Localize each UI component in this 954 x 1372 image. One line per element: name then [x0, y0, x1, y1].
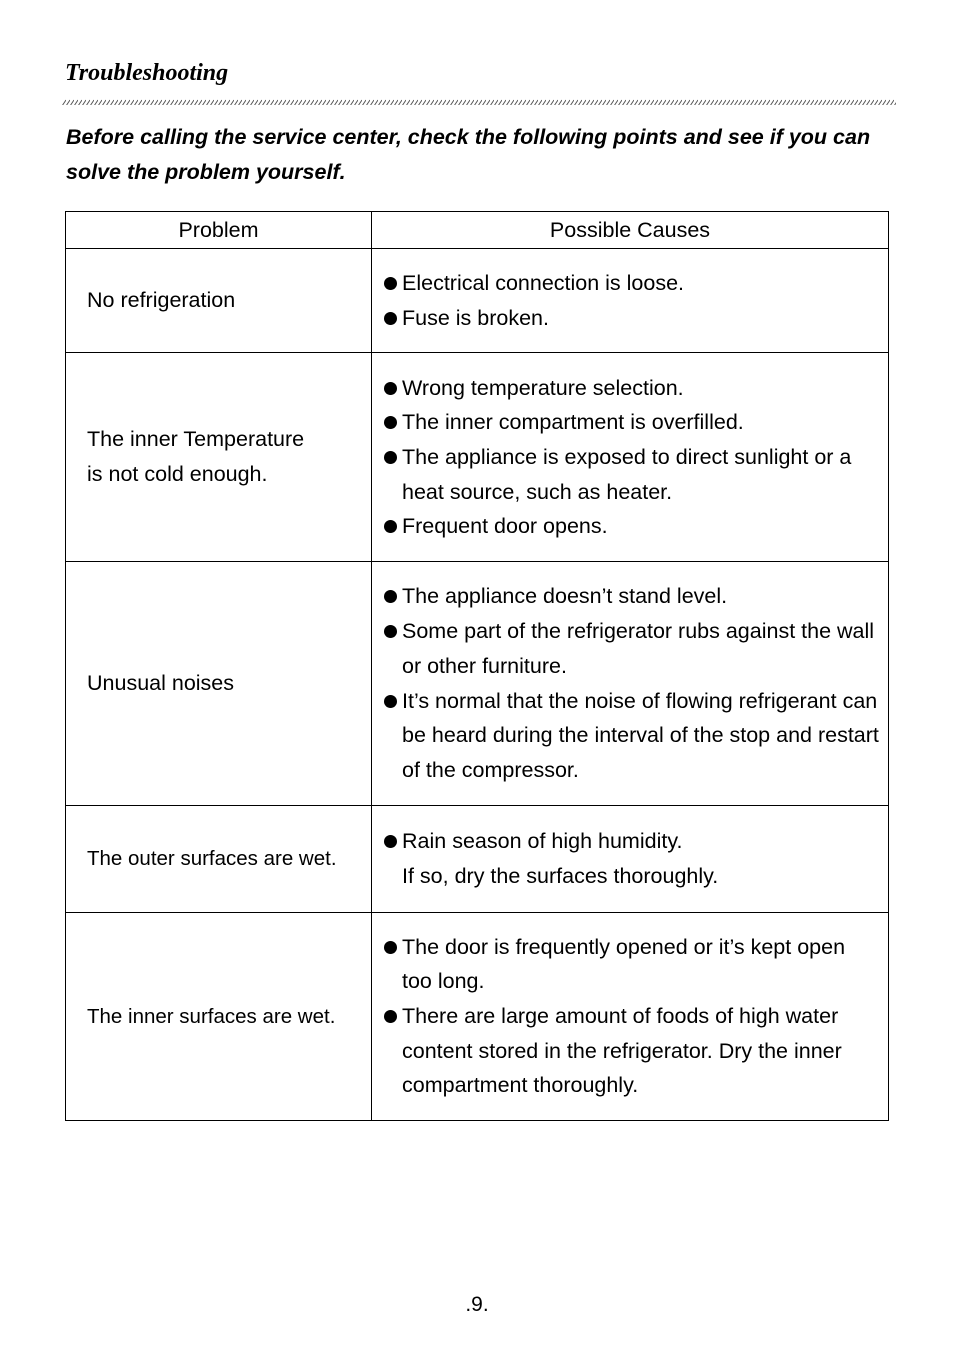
bullet-icon: [384, 590, 397, 603]
bullet-icon: [384, 451, 397, 464]
section-title: Troubleshooting: [65, 60, 229, 86]
bullet-icon: [384, 941, 397, 954]
cause-continuation: If so, dry the surfaces thoroughly.: [402, 863, 719, 888]
causes-cell: [372, 805, 889, 912]
bullet-icon: [384, 382, 397, 395]
causes-cell: [372, 353, 889, 562]
cause-item: Electrical connection is loose.: [384, 266, 880, 301]
cause-item: Frequent door opens.: [384, 509, 880, 544]
cause-item: There are large amount of foods of high water content stored in the refrigerator. Dry the inner compartment thoroughly.: [384, 999, 880, 1103]
bullet-icon: [384, 1010, 397, 1023]
table-header-row: [66, 212, 889, 249]
problem-line: is not cold enough.: [87, 462, 268, 487]
table-row: [66, 562, 889, 805]
cause-item: It’s normal that the noise of flowing refrigerant can be heard during the interval of the stop and restart of the compressor.: [384, 684, 880, 788]
page-number: .9.: [465, 1293, 489, 1316]
table-row: [66, 249, 889, 353]
cause-item: The door is frequently opened or it’s kept open too long.: [384, 930, 880, 999]
table-row: [66, 912, 889, 1121]
header-problem: Problem: [66, 212, 372, 249]
bullet-icon: [384, 520, 397, 533]
cause-item: The appliance doesn’t stand level.: [384, 579, 880, 614]
cause-item: The appliance is exposed to direct sunlight or a heat source, such as heater.: [384, 440, 880, 509]
table-row: [66, 353, 889, 562]
bullet-icon: [384, 416, 397, 429]
cause-item: Rain season of high humidity.: [384, 824, 880, 859]
table-row: [66, 805, 889, 912]
causes-cell: [372, 562, 889, 805]
problem-cell: The outer surfaces are wet.: [66, 805, 372, 912]
cause-item: Wrong temperature selection.: [384, 371, 880, 406]
problem-line: The inner Temperature: [87, 427, 305, 452]
causes-list: [384, 579, 880, 787]
cause-item: The inner compartment is overfilled.: [384, 405, 880, 440]
causes-cell: [372, 249, 889, 353]
decorative-divider: [62, 95, 896, 105]
header-possible-causes: Possible Causes: [372, 212, 889, 249]
troubleshooting-table: [65, 211, 889, 1121]
problem-cell: The inner surfaces are wet.: [66, 912, 372, 1121]
causes-list: [384, 371, 880, 545]
bullet-icon: [384, 277, 397, 290]
problem-cell: Unusual noises: [66, 562, 372, 805]
cause-item: Fuse is broken.: [384, 301, 880, 336]
bullet-icon: [384, 835, 397, 848]
causes-list: [384, 824, 880, 893]
bullet-icon: [384, 312, 397, 325]
causes-cell: [372, 912, 889, 1121]
bullet-icon: [384, 695, 397, 708]
cause-item: Some part of the refrigerator rubs against the wall or other furniture.: [384, 614, 880, 683]
problem-cell: [66, 353, 372, 562]
bullet-icon: [384, 625, 397, 638]
intro-text: Before calling the service center, check the following points and see if you can solve the problem yourself.: [66, 125, 871, 184]
problem-cell: No refrigeration: [66, 249, 372, 353]
causes-list: [384, 930, 880, 1104]
causes-list: [384, 266, 880, 335]
